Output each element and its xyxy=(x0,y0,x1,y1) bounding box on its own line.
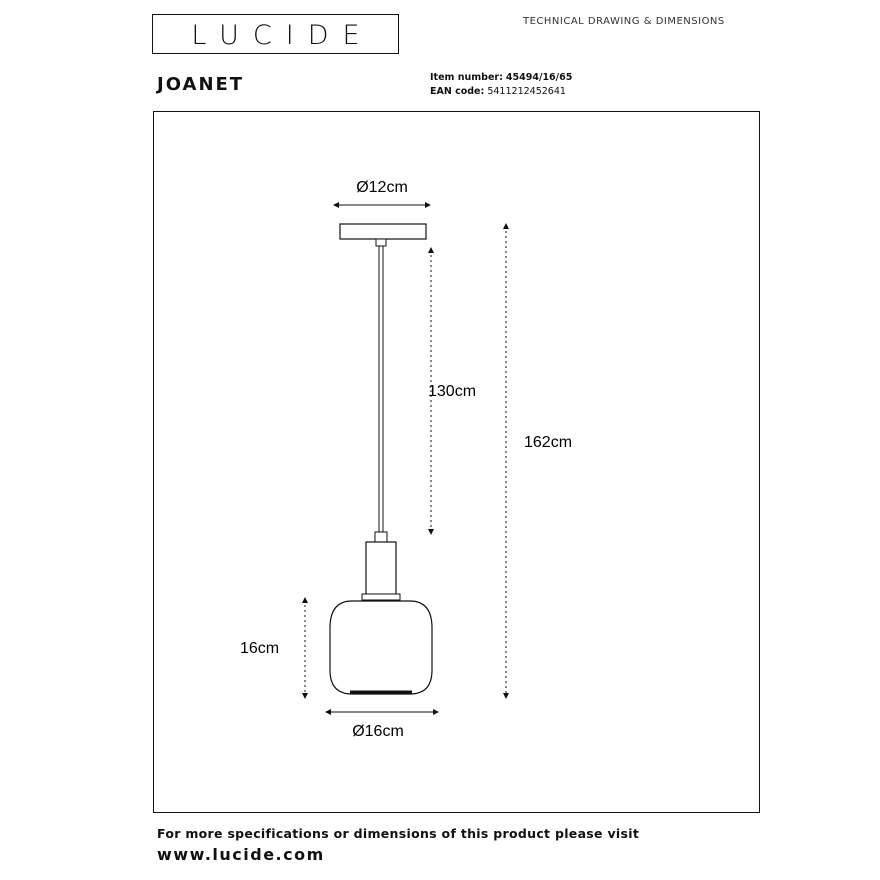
item-number-value: 45494/16/65 xyxy=(505,72,573,83)
shade-diameter-label: Ø16cm xyxy=(352,723,404,740)
canopy-connector xyxy=(376,239,386,246)
canopy-shape xyxy=(340,224,426,239)
ean-value: 5411212452641 xyxy=(487,86,566,97)
brand-logo-text: LUCIDE xyxy=(191,20,374,51)
shade-height-label: 16cm xyxy=(240,640,280,657)
item-number-label: Item number: xyxy=(430,72,503,83)
footer-note: For more specifications or dimensions of this product please visit xyxy=(157,826,640,841)
canopy-diameter-label: Ø12cm xyxy=(356,179,408,196)
document-type: TECHNICAL DRAWING & DIMENSIONS xyxy=(523,16,725,27)
product-name: JOANET xyxy=(157,74,245,95)
ean-label: EAN code: xyxy=(430,86,485,97)
lamp-holder-ring xyxy=(362,594,400,600)
total-height-label: 162cm xyxy=(524,434,573,451)
glass-shade xyxy=(330,601,432,694)
cable-length-label: 130cm xyxy=(428,383,477,400)
lamp-holder xyxy=(366,542,396,598)
cable-grip xyxy=(375,532,387,542)
footer-website-link[interactable]: www.lucide.com xyxy=(157,845,325,864)
